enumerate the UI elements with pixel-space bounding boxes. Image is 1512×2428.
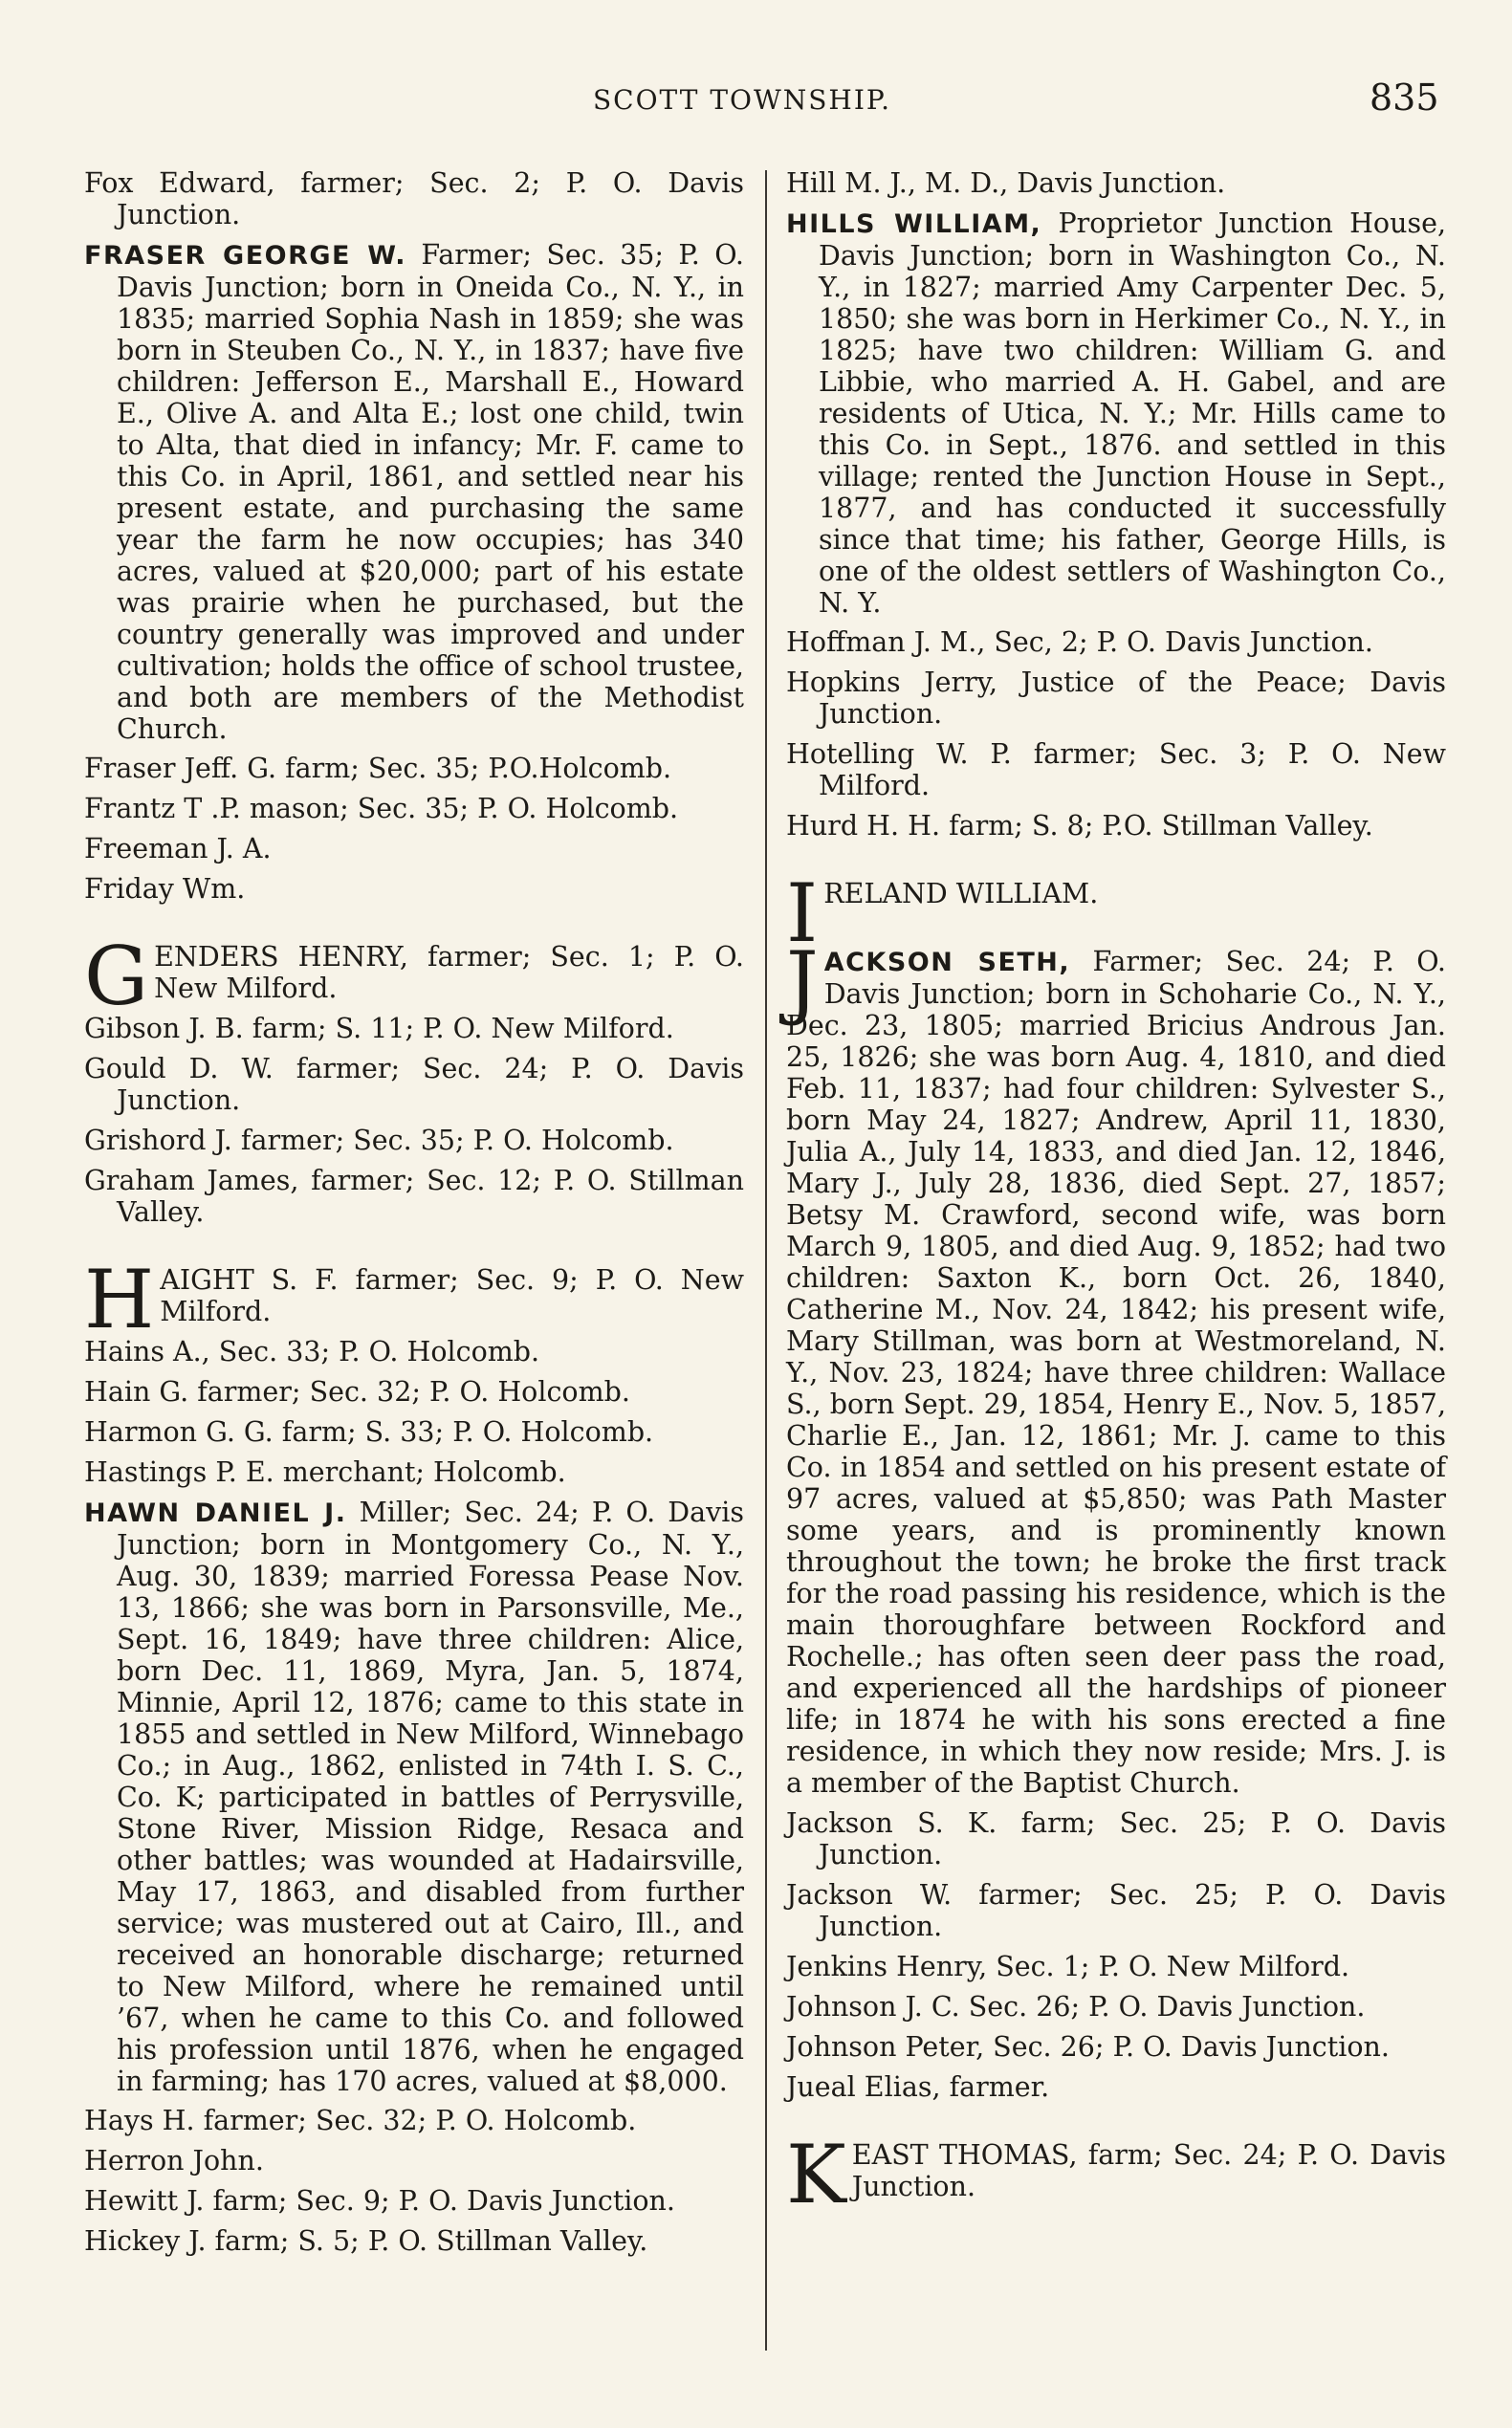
entry-friday: Friday Wm.: [84, 873, 246, 905]
entry-hains: Hains A., Sec. 33; P. O. Holcomb.: [84, 1336, 540, 1367]
entry-jackson-w: Jackson W. farmer; Sec. 25; P. O. Davis Junction.: [786, 1879, 1446, 1942]
entry-hain: Hain G. farmer; Sec. 32; P. O. Holcomb.: [84, 1376, 630, 1408]
entry-text: ENDERS HENRY, farmer; Sec. 1; P. O. New Milford.: [154, 941, 744, 1004]
entry-keast-thomas: [786, 2128, 1446, 2221]
drop-cap: H: [84, 1253, 155, 1346]
drop-cap: K: [786, 2128, 846, 2221]
entry-hoffman: Hoffman J. M., Sec, 2; P. O. Davis Junction.: [786, 626, 1373, 658]
entry-hewitt: Hewitt J. farm; Sec. 9; P. O. Davis Junction.: [84, 2185, 675, 2217]
entry-jackson-sk: Jackson S. K. farm; Sec. 25; P. O. Davis Junction.: [786, 1807, 1446, 1870]
entry-frantz: Frantz T .P. mason; Sec. 35; P. O. Holcomb.: [84, 793, 679, 824]
entry-harmon: Harmon G. G. farm; S. 33; P. O. Holcomb.: [84, 1416, 654, 1448]
entry-gould: Gould D. W. farmer; Sec. 24; P. O. Davis Junction.: [84, 1053, 744, 1116]
entry-fox-edward: Fox Edward, farmer; Sec. 2; P. O. Davis Junction.: [84, 167, 744, 230]
entry-hills-william: [786, 208, 1446, 619]
entry-text: Farmer; Sec. 35; P. O. Davis Junction; born in Oneida Co., N. Y., in 1835; married Sophia Nash in 1859; she was born in Steuben Co., N. Y., in 1837; have five children: Jefferson E., Marshall E., Howard E., Olive A. and Alta E.; lost one child, twin to Alta, that died in infancy; Mr. F. came to this Co. in April, 1861, and settled near his present estate, and purchasing the same year the farm he now occupies; has 340 acres, valued at $20,000; part of his estate was prairie when he purchased, but the country generally was improved and under cultivation; holds the office of school trustee, and both are members of the Methodist Church.: [117, 239, 744, 745]
right-column: [786, 167, 1446, 2221]
left-column: [84, 167, 744, 2265]
entry-fraser-george: [84, 239, 744, 745]
running-header: SCOTT TOWNSHIP.: [593, 84, 891, 116]
entry-grishord: Grishord J. farmer; Sec. 35; P. O. Holcomb.: [84, 1125, 674, 1156]
entry-hill: Hill M. J., M. D., Davis Junction.: [786, 167, 1226, 199]
entry-hotelling: Hotelling W. P. farmer; Sec. 3; P. O. New Milford.: [786, 738, 1446, 801]
entry-graham: Graham James, farmer; Sec. 12; P. O. Stillman Valley.: [84, 1165, 744, 1228]
entry-jueal: Jueal Elias, farmer.: [786, 2071, 1050, 2103]
entry-text: Miller; Sec. 24; P. O. Davis Junction; born in Montgomery Co., N. Y., Aug. 30, 1839; married Foressa Pease Nov. 13, 1866; she was born in Parsonsville, Me., Sept. 16, 1849; have three children: Alice, born Dec. 11, 1869, Myra, Jan. 5, 1874, Minnie, April 12, 1876; came to this state in 1855 and settled in New Milford, Winnebago Co.; in Aug., 1862, enlisted in 74th I. S. C., Co. K; participated in battles of Perrysville, Stone River, Mission Ridge, Resaca and other battles; was wounded at Hadairsville, May 17, 1863, and disabled from further service; was mustered out at Cairo, Ill., and received an honorable discharge; returned to New Milford, where he remained until ’67, when he came to this Co. and followed his profession until 1876, when he engaged in farming; has 170 acres, valued at $8,000.: [117, 1497, 744, 2097]
entry-hurd: Hurd H. H. farm; S. 8; P.O. Stillman Valley.: [786, 810, 1373, 842]
entry-text: EAST THOMAS, farm; Sec. 24; P. O. Davis Junction.: [851, 2139, 1446, 2202]
entry-hastings: Hastings P. E. merchant; Holcomb.: [84, 1456, 566, 1488]
entry-johnson-jc: Johnson J. C. Sec. 26; P. O. Davis Junction.: [786, 1991, 1366, 2023]
entry-name: ACKSON SETH,: [823, 948, 1071, 977]
column-divider: [765, 170, 767, 2351]
entry-herron: Herron John.: [84, 2145, 264, 2176]
entry-hays: Hays H. farmer; Sec. 32; P. O. Holcomb.: [84, 2105, 637, 2136]
entry-freeman: Freeman J. A.: [84, 833, 272, 864]
entry-name: FRASER GEORGE W.: [84, 241, 407, 271]
entry-hopkins: Hopkins Jerry, Justice of the Peace; Davis Junction.: [786, 667, 1446, 730]
entry-johnson-peter: Johnson Peter, Sec. 26; P. O. Davis Junction.: [786, 2031, 1390, 2063]
entry-text: Farmer; Sec. 24; P. O. Davis Junction; born in Schoharie Co., N. Y., Dec. 23, 1805; married Bricius Androus Jan. 25, 1826; she was born Aug. 4, 1810, and died Feb. 11, 1837; had four children: Sylvester S., born May 24, 1827; Andrew, April 11, 1830, Julia A., July 14, 1833, and died Jan. 12, 1846, Mary J., July 28, 1836, died Sept. 27, 1857; Betsy M. Crawford, second wife, was born March 9, 1805, and died Aug. 9, 1852; had two children: Saxton K., born Oct. 26, 1840, Catherine M., Nov. 24, 1842; his present wife, Mary Stillman, was born at Westmoreland, N. Y., Nov. 23, 1824; have three children: Wallace S., born Sept. 29, 1854, Henry E., Nov. 5, 1857, Charlie E., Jan. 12, 1861; Mr. J. came to this Co. in 1854 and settled on his present estate of 97 acres, valued at $5,850; was Path Master some years, and is prominently known throughout the town; he broke the first track for the road passing his residence, which is the main thoroughfare between Rockford and Rochelle.; has often seen deer pass the road, and experienced all the hardships of pioneer life; in 1874 he with his sons erected a fine residence, in which they now reside; Mrs. J. is a member of the Baptist Church.: [786, 946, 1446, 1799]
entry-jackson-seth: [786, 934, 1446, 1799]
entry-text: Proprietor Junction House, Davis Junction; born in Washington Co., N. Y., in 1827; married Amy Carpenter Dec. 5, 1850; she was born in Herkimer Co., N. Y., in 1825; have two children: William G. and Libbie, who married A. H. Gabel, and are residents of Utica, N. Y.; Mr. Hills came to this Co. in Sept., 1876. and settled in this village; rented the Junction House in Sept., 1877, and has conducted it successfully since that time; his father, George Hills, is one of the oldest settlers of Washington Co., N. Y.: [819, 208, 1446, 619]
page-number: 835: [1370, 77, 1439, 119]
entry-name: HAWN DANIEL J.: [84, 1498, 347, 1528]
drop-cap: J: [786, 934, 819, 1028]
entry-genders-henry: [84, 930, 744, 1023]
entry-jenkins: Jenkins Henry, Sec. 1; P. O. New Milford.: [786, 1951, 1350, 1982]
entry-name: HILLS WILLIAM,: [786, 209, 1042, 239]
entry-hawn-daniel: [84, 1497, 744, 2097]
entry-hickey: Hickey J. farm; S. 5; P. O. Stillman Valley.: [84, 2225, 648, 2257]
entry-text: RELAND WILLIAM.: [823, 878, 1099, 909]
entry-text: AIGHT S. F. farmer; Sec. 9; P. O. New Milford.: [160, 1264, 744, 1327]
drop-cap: I: [786, 866, 819, 960]
entry-haight: [84, 1253, 744, 1346]
entry-fraser-jeff: Fraser Jeff. G. farm; Sec. 35; P.O.Holcomb.: [84, 753, 672, 784]
drop-cap: G: [84, 930, 149, 1023]
entry-gibson: Gibson J. B. farm; S. 11; P. O. New Milford.: [84, 1013, 674, 1044]
entry-ireland: [786, 866, 1446, 960]
